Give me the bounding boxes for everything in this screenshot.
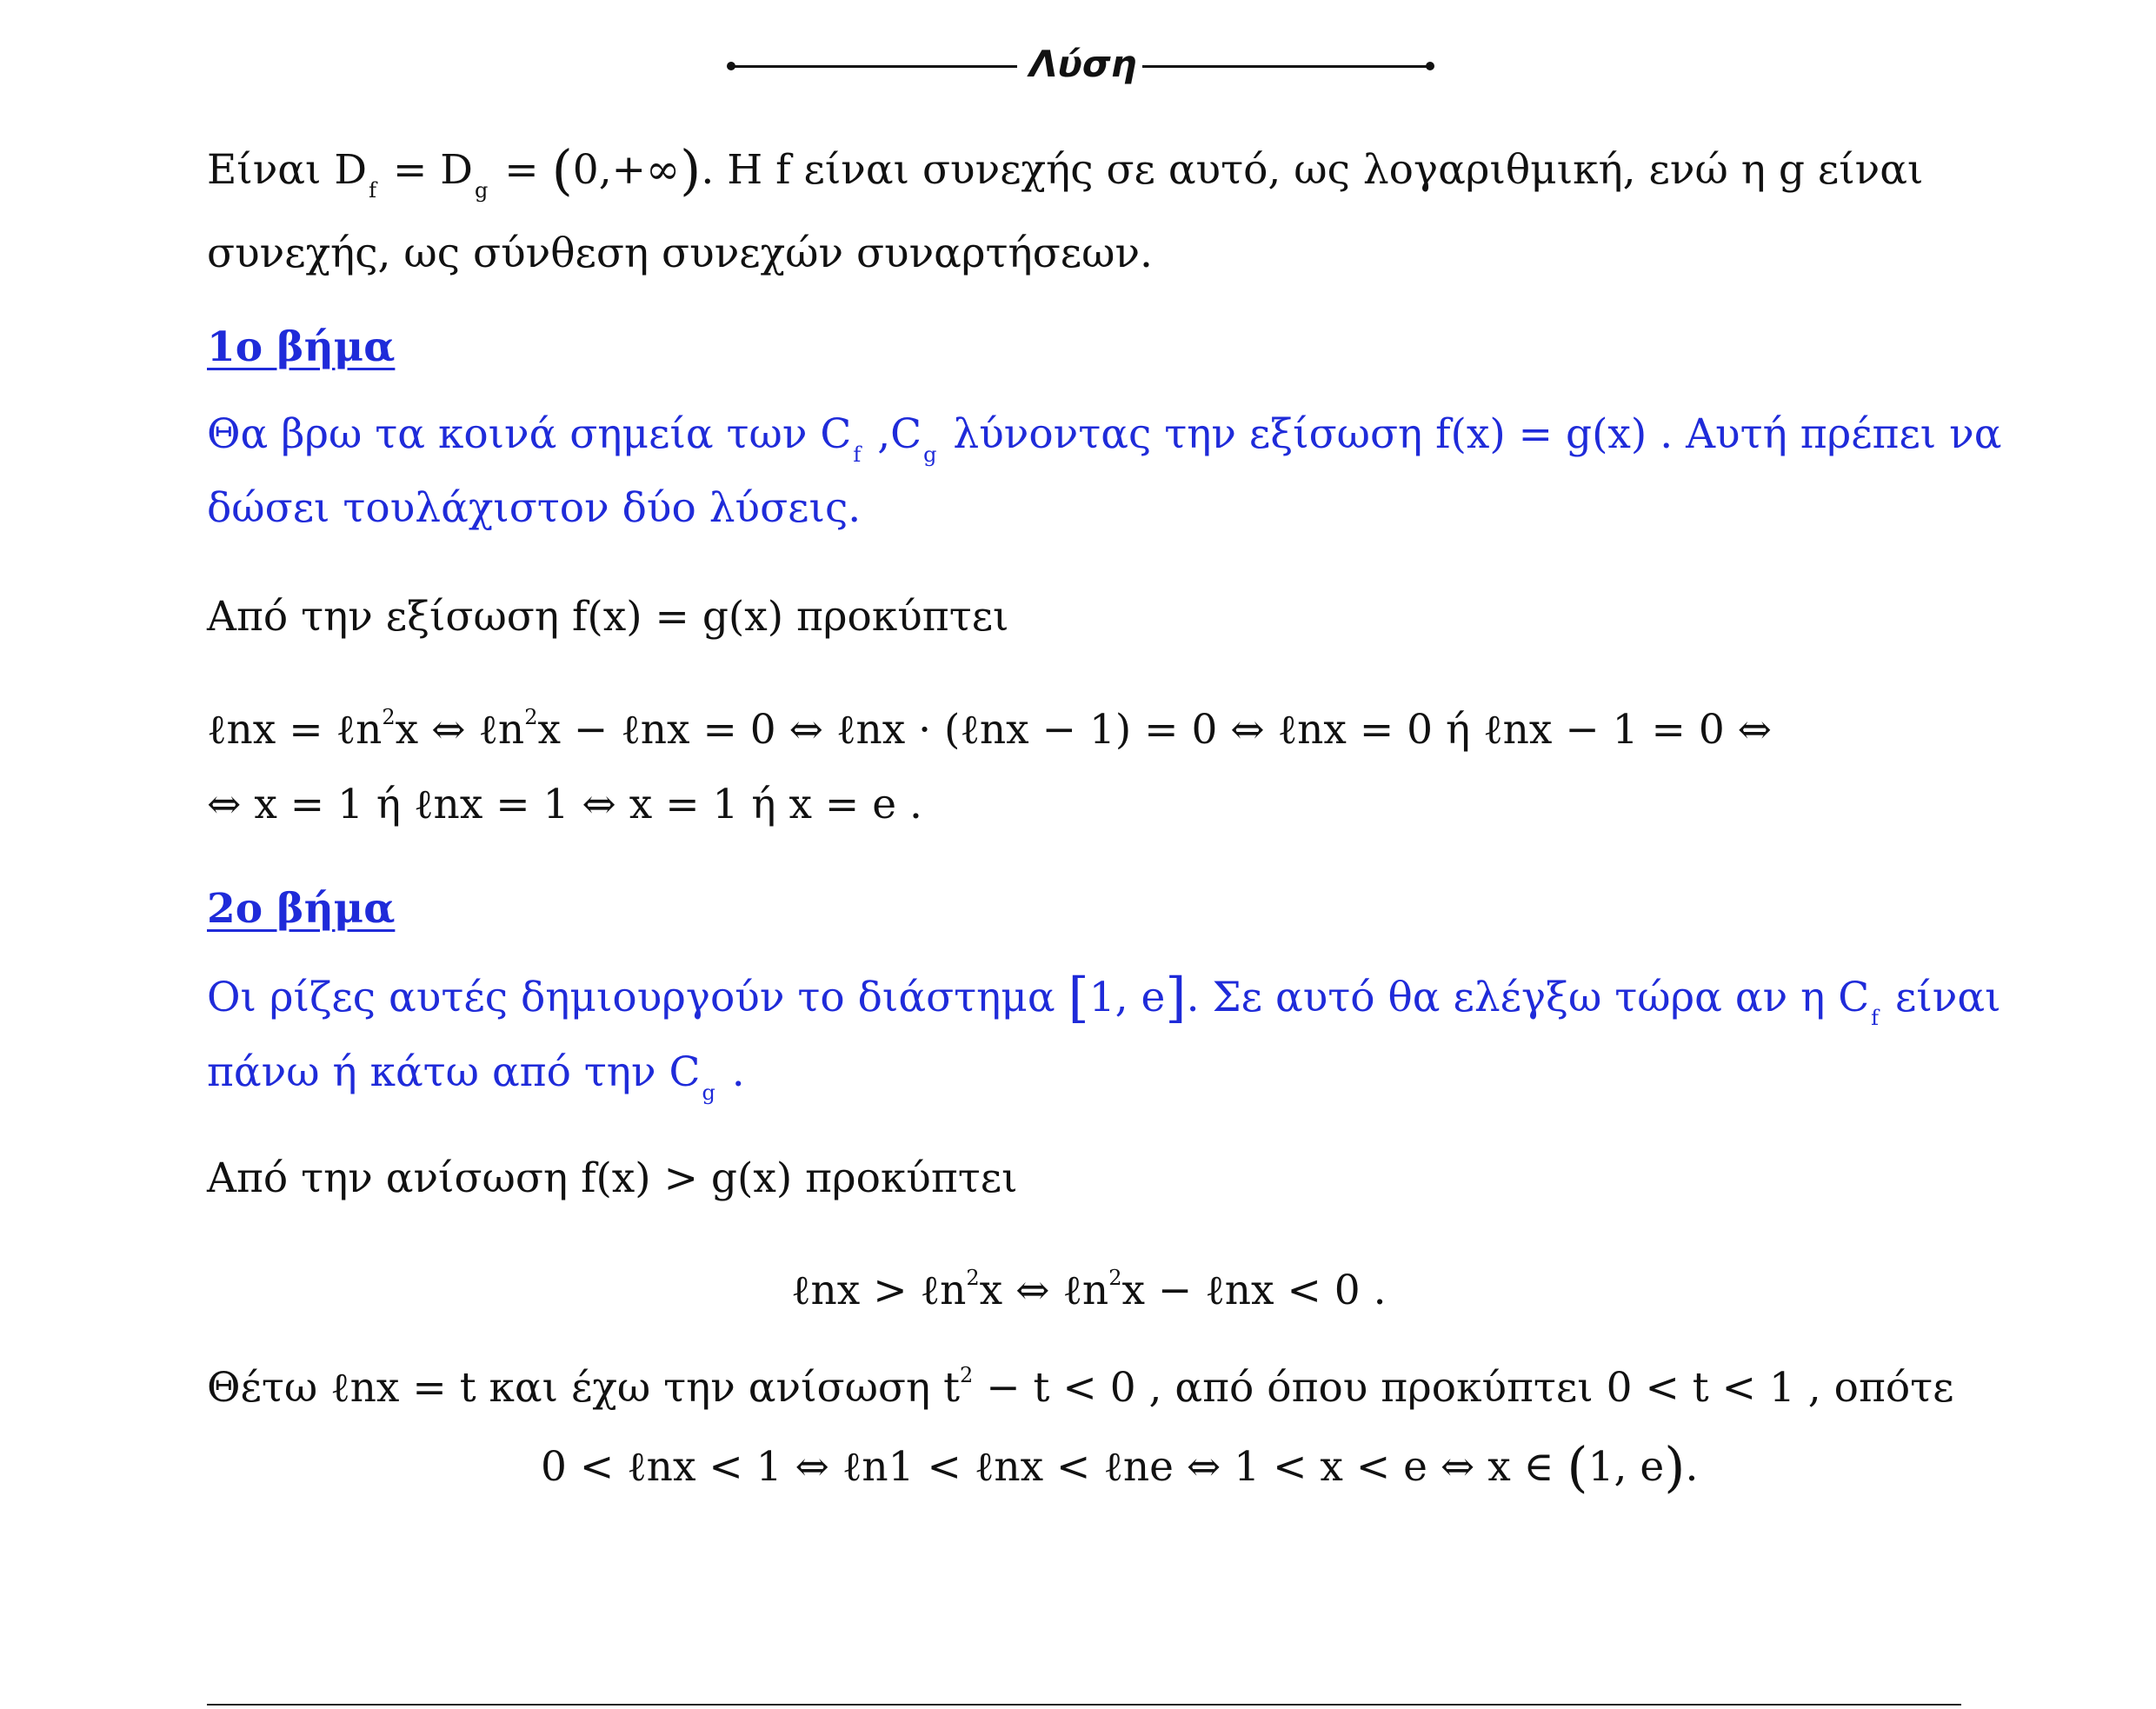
open-paren-final: ( <box>1567 1435 1588 1499</box>
step2-text-line-2: πάνω ή κάτω από την $C_g$ . <box>207 1048 745 1105</box>
step1-heading: 1ο βήμα <box>207 323 396 371</box>
step2-from-inequality: Από την ανίσωση f(x) > g(x) προκύπτει <box>207 1154 1018 1202</box>
step1-math-line-2: ⇔ x = 1 ή ℓnx = 1 ⇔ x = 1 ή x = e . <box>207 781 922 828</box>
step2-math-line-1: ℓnx > ℓn$^2$x ⇔ ℓn$^2$x − ℓnx < 0 . <box>791 1266 1387 1314</box>
step2-heading: 2ο βήμα <box>207 885 396 933</box>
open-bracket: [ <box>1068 966 1089 1029</box>
close-paren: ) <box>680 138 702 202</box>
step1-math-line-1: ℓnx = ℓn$^2$x ⇔ ℓn$^2$x − ℓnx = 0 ⇔ ℓnx · (ℓnx − 1) = 0 ⇔ ℓnx = 0 ή ℓnx − 1 = 0 ⇔ <box>207 705 1773 754</box>
domain: 0,+∞ <box>572 146 681 194</box>
step2-substitution-line: Θέτω ℓnx = t και έχω την ανίσωση $t^2 - t < 0$ , από όπου προκύπτει 0 < t < 1 , οπότε <box>207 1363 1954 1412</box>
close-bracket: ] <box>1165 966 1187 1029</box>
step1-text-line-1: Θα βρω τα κοινά σημεία των $C_f$ $,C_g$ λύνοντας την εξίσωση f(x) = g(x) . Αυτή πρέπει να <box>207 410 2002 467</box>
step1-text-line-2: δώσει τουλάχιστον δύο λύσεις. <box>207 484 862 532</box>
step1-from-equation: Από την εξίσωση f(x) = g(x) προκύπτει <box>207 593 1009 641</box>
close-paren-final: ) <box>1664 1435 1686 1499</box>
step2-text-line-1: Οι ρίζες αυτές δημιουργούν το διάστημα [1, e]. Σε αυτό θα ελέγξω τώρα αν η $C_f$ είναι <box>207 966 2001 1030</box>
page-title: Λύση <box>1029 43 1137 85</box>
title-left-rule <box>730 65 1017 68</box>
title-right-dot <box>1426 62 1434 70</box>
intro-line-1: Είναι $D_f = D_g = (0,+\infty)$. Η f είναι συνεχής σε αυτό, ως λογαριθμική, ενώ η g είναι <box>207 138 1924 203</box>
bottom-divider <box>207 1704 1961 1706</box>
open-paren: ( <box>551 138 573 202</box>
intro-line-2: συνεχής, ως σύνθεση συνεχών συναρτήσεων. <box>207 229 1153 277</box>
step2-final-line: 0 < ℓnx < 1 ⇔ ℓn1 < ℓnx < ℓne ⇔ 1 < x < e ⇔ x ∈ (1, e). <box>541 1435 1699 1499</box>
title-right-rule <box>1142 65 1429 68</box>
